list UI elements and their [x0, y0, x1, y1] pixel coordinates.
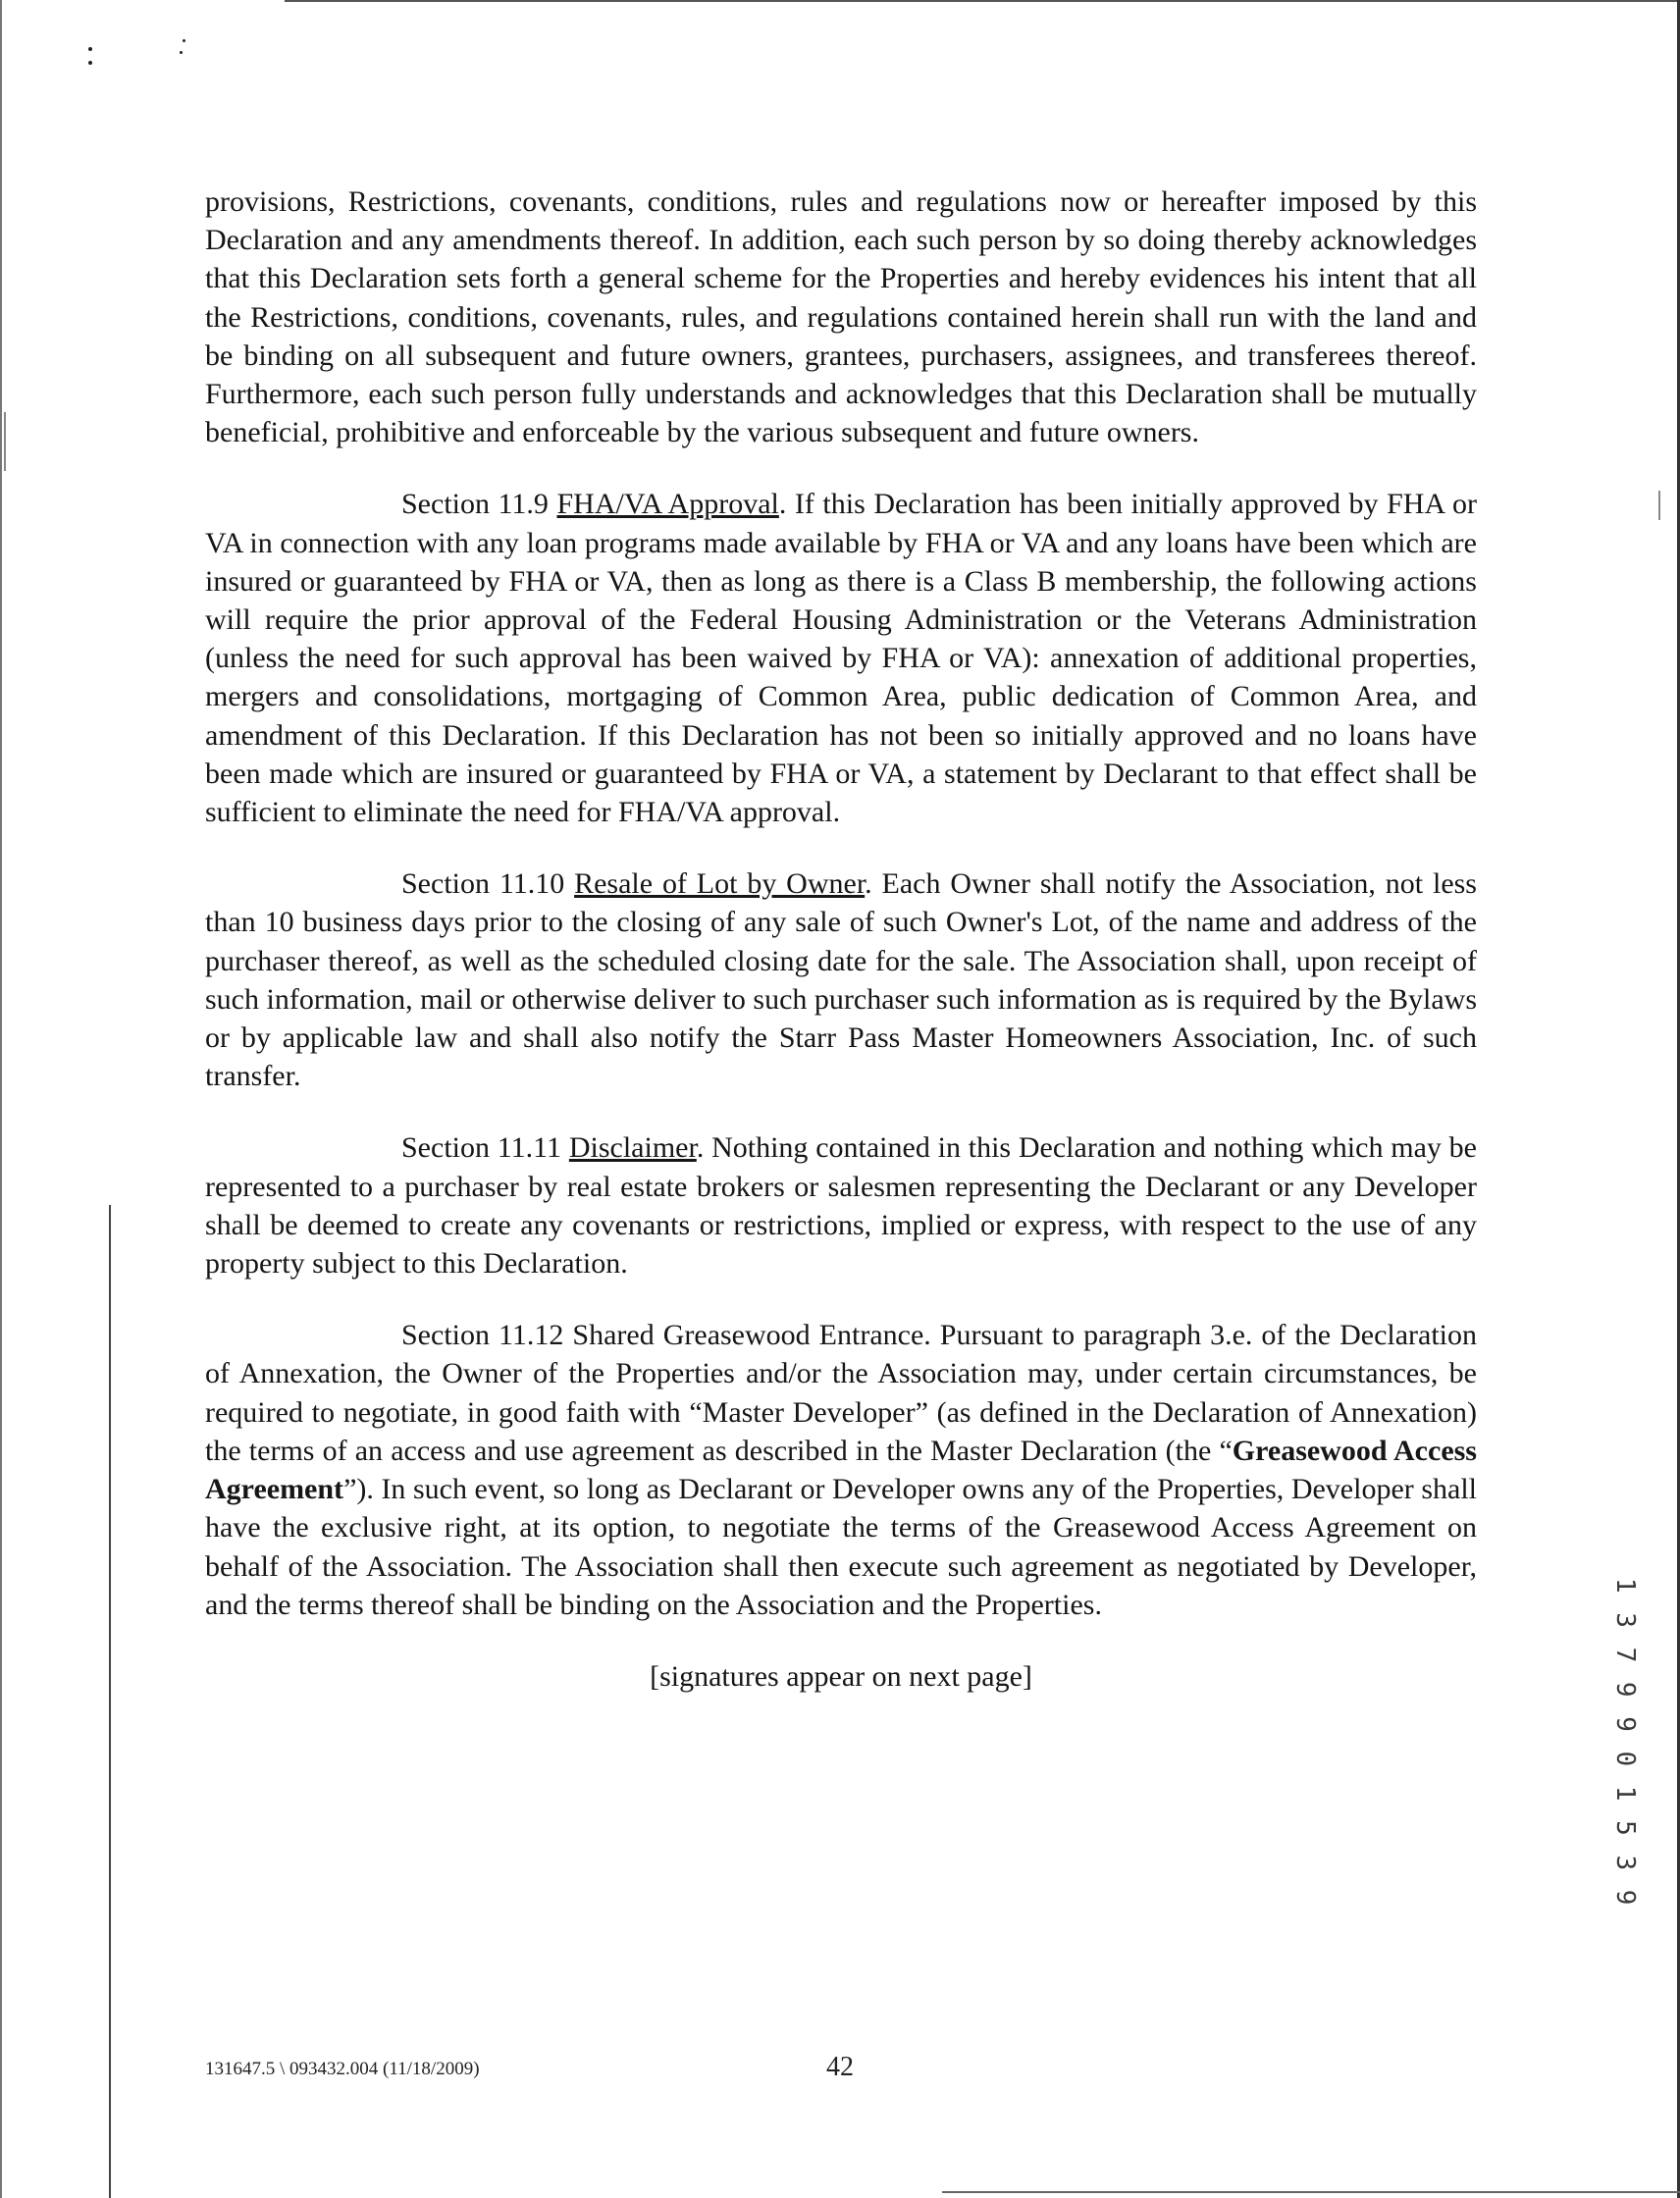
section-title: Disclaimer — [568, 1131, 697, 1165]
section-number: Section 11.10 — [401, 867, 575, 901]
document-body — [205, 183, 1477, 1729]
section-text: . Pursuant to paragraph 3.e. of the Declaration of Annexation, the Owner of the Properties and/or the Association may, under certain circumstances, be required to negotiate, in good faith with “Master Developer” (as defined in the Declaration of Annexation) the terms of an access and use agreement as described in the Master Declaration (the “ — [205, 1319, 1478, 1467]
defined-term: Greasewood Access Agreement — [205, 1434, 1477, 1506]
section-title: Shared Greasewood Entrance — [572, 1319, 924, 1352]
section-11-9 — [205, 485, 1477, 831]
section-text: . Each Owner shall notify the Association, not less than 10 business days prior to the closing of any sale of such Owner's Lot, of the name and address of the purchaser thereof, as well as the scheduled closing date for the sale. The Association shall, upon receipt of such information, mail or otherwise deliver to such purchaser such information as is required by the Bylaws or by applicable law and shall also notify the Starr Pass Master Homeowners Association, Inc. of such transfer. — [205, 867, 1477, 1093]
scan-speck — [88, 61, 92, 65]
section-11-11 — [205, 1128, 1477, 1282]
section-text: . If this Declaration has been initially approved by FHA or VA in connection with any loan programs made available by FHA or VA and any loans have been which are insured or guaranteed by FHA or VA, then as long as there is a Class B membership, the following actions will require the prior approval of the Federal Housing Administration or the Veterans Administration (unless the need for such approval has been waived by FHA or VA): annexation of additional properties, mergers and consolidations, mortgaging of Common Area, public dedication of Common Area, and amendment of this Declaration. If this Declaration has not been so initially approved and no loans have been made which are insured or guaranteed by FHA or VA, a statement by Declarant to that effect shall be sufficient to eliminate the need for FHA/VA approval. — [205, 488, 1478, 829]
section-title: Resale of Lot by Owner — [574, 867, 866, 901]
scan-speck — [1658, 491, 1660, 520]
scan-speck — [183, 39, 185, 42]
section-number: Section 11.11 — [401, 1131, 569, 1165]
section-text: . Nothing contained in this Declaration and nothing which may be represented to a purchaser by real estate brokers or salesmen representing the Declarant or any Developer shall be deemed to create any covenants or restrictions, implied or express, with respect to the use of any property subject to this Declaration. — [205, 1131, 1477, 1281]
section-number: Section 11.12 — [401, 1319, 573, 1352]
recording-stamp: 1 3 7 9 9 0 1 5 3 9 — [1610, 1578, 1640, 1908]
section-title: FHA/VA Approval — [556, 488, 779, 521]
paragraph-text: provisions, Restrictions, covenants, conditions, rules and regulations now or hereafter imposed by this Declaration and any amendments thereof. In addition, each such person by so doing thereby acknowledges that this Declaration sets forth a general scheme for the Properties and hereby evidences his intent that all the Restrictions, conditions, covenants, rules, and regulations contained herein shall run with the land and be binding on all subsequent and future owners, grantees, purchasers, assignees, and transferees thereof. Furthermore, each such person fully understands and acknowledges that this Declaration shall be mutually beneficial, prohibitive and enforceable by the various subsequent and future owners. — [205, 185, 1477, 449]
scan-edge-left — [0, 0, 2, 2198]
section-11-10 — [205, 864, 1477, 1095]
scan-speck — [88, 47, 92, 51]
scan-speck — [4, 412, 6, 471]
section-text: ”). In such event, so long as Declarant or Developer owns any of the Properties, Developer shall have the exclusive right, at its option, to negotiate the terms of the Greasewood Access Agreement on behalf of the Association. The Association shall then execute such agreement as negotiated by Developer, and the terms thereof shall be binding on the Association and the Properties. — [205, 1473, 1477, 1621]
scan-edge-top — [285, 0, 1680, 2]
page-number: 42 — [826, 2052, 854, 2082]
paragraph-continuation — [205, 183, 1477, 451]
signatures-note: [signatures appear on next page] — [650, 1659, 1032, 1693]
scan-edge-bottom — [942, 2191, 1680, 2193]
section-number: Section 11.9 — [401, 488, 557, 521]
margin-rule — [109, 1205, 111, 2198]
section-11-12 — [205, 1316, 1477, 1624]
footer-reference: 131647.5 \ 093432.004 (11/18/2009) — [205, 2059, 480, 2079]
scan-speck — [180, 51, 183, 54]
